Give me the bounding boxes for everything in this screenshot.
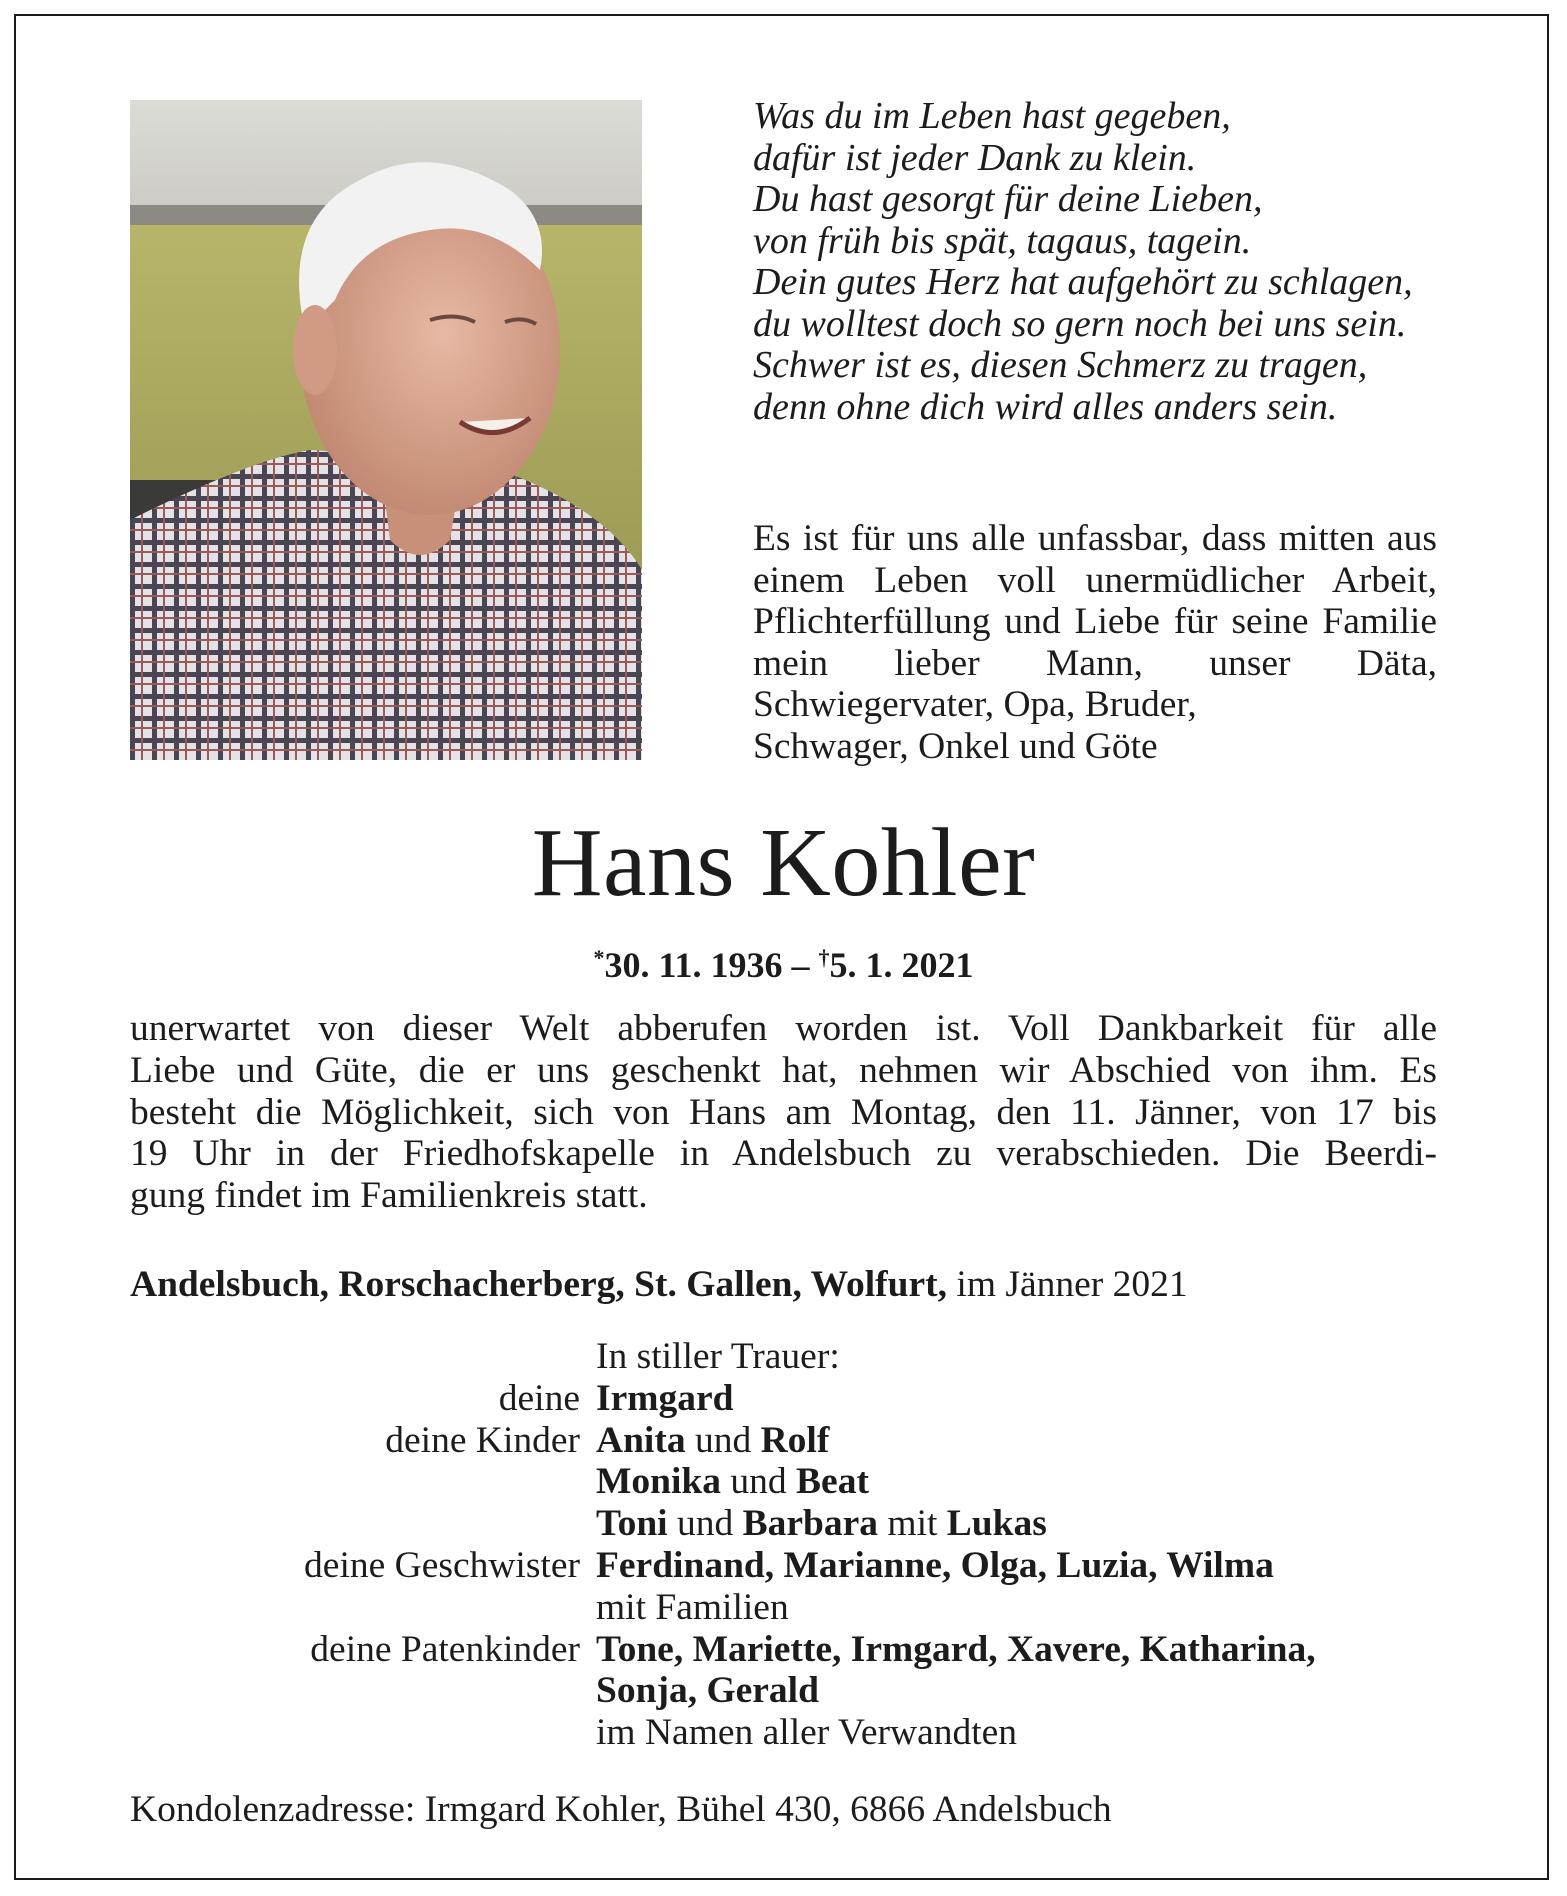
godchildren-row xyxy=(130,1629,1450,1671)
death-date: 5. 1. 2021 xyxy=(829,945,974,985)
mourners-heading: In stiller Trauer: xyxy=(596,1336,840,1377)
wife-label: deine xyxy=(498,1377,580,1419)
poem-line: Schwer ist es, diesen Schmerz zu tragen, xyxy=(753,344,1368,386)
children-row xyxy=(130,1461,1450,1503)
wife-row xyxy=(130,1378,1450,1420)
children-row xyxy=(130,1420,1450,1462)
poem-line: von früh bis spät, tagaus, tagein. xyxy=(753,219,1252,262)
closing-row xyxy=(130,1712,1450,1754)
children-label: deine Kinder xyxy=(385,1419,580,1461)
partner-name: Rolf xyxy=(760,1419,830,1461)
body-line: gung findet im Familienkreis statt. xyxy=(130,1175,648,1217)
conjunction: und xyxy=(667,1503,743,1545)
godchildren-names: Tone, Mariette, Irmgard, Xavere, Katharina, xyxy=(596,1628,1316,1670)
godchildren-label: deine Patenkinder xyxy=(310,1628,580,1670)
intro-text: Es ist für uns alle unfassbar, dass mitten aus einem Leben voll unermüdlicher Arbeit, Pflichterfüllung und Liebe für seine Familie mein lieber Mann, unser Däta, Schwiegervater, Opa, Bruder, xyxy=(753,518,1437,725)
intro-last-line: Schwager, Onkel und Göte xyxy=(753,725,1158,767)
poem-line: Dein gutes Herz hat aufgehört zu schlagen, xyxy=(753,261,1413,303)
mourners-list xyxy=(130,1336,1450,1754)
death-symbol: † xyxy=(818,945,830,970)
siblings-suffix-row xyxy=(130,1587,1450,1629)
closing-text: im Namen aller Verwandten xyxy=(596,1712,1018,1754)
portrait-photo xyxy=(130,100,642,760)
partner-name: Barbara xyxy=(742,1503,879,1545)
siblings-label: deine Geschwister xyxy=(304,1544,580,1586)
grandchild-name: Lukas xyxy=(946,1503,1047,1545)
child-name: Toni xyxy=(596,1503,668,1545)
body-line: unerwartet von dieser Welt abberufen worden ist. Voll Dankbarkeit für alle xyxy=(130,1008,1437,1049)
locations: Andelsbuch, Rorschacherberg, St. Gallen, Wolfurt, xyxy=(130,1264,948,1305)
announcement-text xyxy=(130,1008,1437,1217)
godchildren-names: Sonja, Gerald xyxy=(596,1670,819,1712)
intro-paragraph xyxy=(753,518,1437,767)
siblings-suffix: mit Familien xyxy=(596,1586,789,1628)
children-row xyxy=(130,1503,1450,1545)
poem-line: Was du im Leben hast gegeben, xyxy=(753,95,1231,137)
announcement-date: im Jänner 2021 xyxy=(947,1264,1188,1305)
poem-line: Du hast gesorgt für deine Lieben, xyxy=(753,178,1263,220)
conjunction: mit xyxy=(878,1503,947,1545)
condolence-address: Kondolenzadresse: Irmgard Kohler, Bühel 430, 6866 Andelsbuch xyxy=(130,1789,1112,1830)
poem-line: denn ohne dich wird alles anders sein. xyxy=(753,385,1338,428)
partner-name: Beat xyxy=(796,1461,869,1503)
body-line: besteht die Möglichkeit, sich von Hans am Montag, den 11. Jänner, von 17 bis xyxy=(130,1091,1437,1133)
mourners-heading-row xyxy=(130,1336,1450,1378)
poem-line: dafür ist jeder Dank zu klein. xyxy=(753,136,1197,179)
child-name: Monika xyxy=(596,1461,722,1503)
godchildren-row xyxy=(130,1670,1450,1712)
place-and-date xyxy=(130,1263,1450,1307)
body-line: Liebe und Güte, die er uns geschenkt hat, nehmen wir Abschied von ihm. Es xyxy=(130,1049,1437,1091)
poem-line: du wolltest doch so gern noch bei uns sein. xyxy=(753,302,1407,345)
birth-date: 30. 11. 1936 xyxy=(604,945,783,985)
deceased-name: Hans Kohler xyxy=(531,809,1036,917)
birth-symbol: * xyxy=(593,945,605,970)
life-dates xyxy=(0,936,1567,987)
siblings-row xyxy=(130,1545,1450,1587)
date-separator: – xyxy=(791,945,810,985)
conjunction: und xyxy=(685,1419,761,1461)
memorial-poem xyxy=(753,96,1453,428)
child-name: Anita xyxy=(596,1419,686,1461)
body-line: 19 Uhr in der Friedhofskapelle in Andelsbuch zu verabschieden. Die Beerdi- xyxy=(130,1133,1437,1175)
wife-name: Irmgard xyxy=(596,1377,734,1419)
siblings-names: Ferdinand, Marianne, Olga, Luzia, Wilma xyxy=(596,1544,1274,1586)
conjunction: und xyxy=(721,1461,797,1503)
